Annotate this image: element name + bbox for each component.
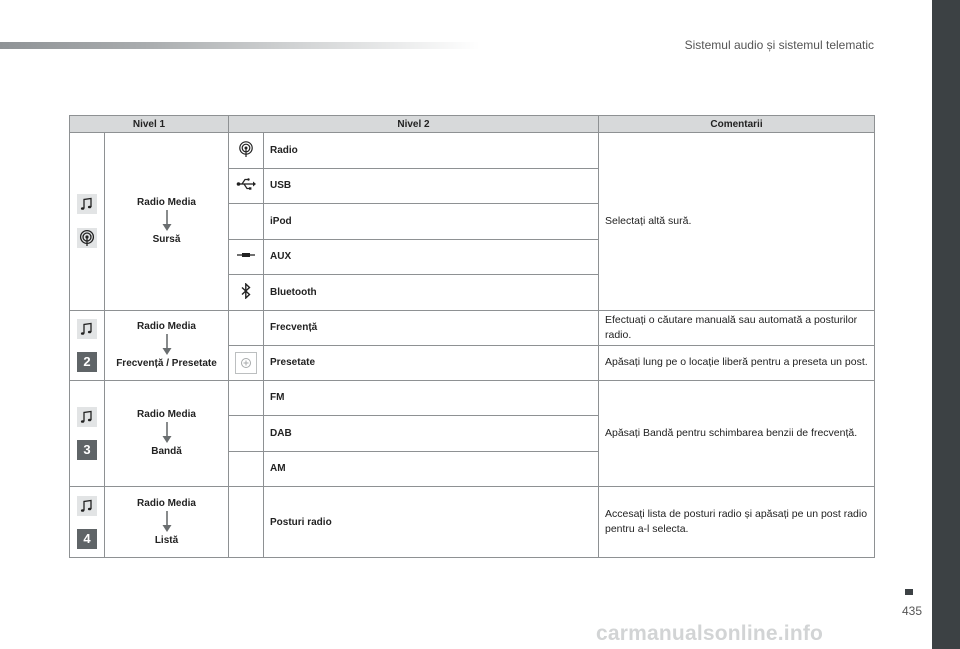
bluetooth-icon	[241, 283, 251, 299]
radio-signal-icon	[77, 228, 97, 248]
step-badge: 2	[77, 352, 97, 372]
group-icons-list	[70, 487, 105, 558]
music-note-icon	[77, 319, 97, 339]
level1-list	[105, 487, 229, 558]
group-icons-band	[70, 380, 105, 487]
page-corner-mark	[905, 589, 913, 595]
page-number: 435	[902, 604, 923, 618]
step-badge: 4	[77, 529, 97, 549]
table-row	[70, 133, 875, 169]
level1-subtitle: Bandă	[151, 446, 182, 458]
level2-item: Posturi radio	[264, 487, 599, 558]
col-header-level1: Nivel 1	[70, 116, 229, 133]
level2-item: DAB	[264, 416, 599, 452]
usb-icon-cell	[229, 168, 264, 204]
aux-jack-icon	[236, 250, 256, 260]
level1-title: Radio Media	[137, 498, 196, 509]
group-icons-source	[70, 133, 105, 311]
aux-icon-cell	[229, 239, 264, 275]
music-note-icon	[77, 407, 97, 427]
col-header-comments: Comentarii	[599, 116, 875, 133]
level2-item: AM	[264, 451, 599, 487]
comment-cell: Selectați altă sură.	[599, 133, 875, 311]
preset-icon-cell	[229, 345, 264, 380]
level2-item: Presetate	[264, 345, 599, 380]
level1-title: Radio Media	[137, 321, 196, 332]
level2-item: iPod	[264, 204, 599, 240]
step-badge: 3	[77, 440, 97, 460]
dab-icon-cell	[229, 416, 264, 452]
bluetooth-icon-cell	[229, 275, 264, 311]
watermark: carmanualsonline.info	[596, 622, 824, 645]
page-header-title: Sistemul audio și sistemul telematic	[684, 38, 874, 52]
level1-subtitle: Sursă	[152, 234, 181, 246]
down-arrow-icon	[162, 511, 172, 533]
group-icons-frequency	[70, 310, 105, 380]
down-arrow-icon	[162, 422, 172, 444]
level2-item: Radio	[264, 133, 599, 169]
table-header-row	[70, 116, 875, 133]
table-row	[70, 487, 875, 558]
music-note-icon	[77, 194, 97, 214]
header-gradient-bar	[0, 42, 480, 49]
menu-table	[69, 115, 875, 558]
music-note-icon	[77, 496, 97, 516]
level1-title: Radio Media	[137, 197, 196, 209]
comment-cell: Apăsați Bandă pentru schimbarea benzii de frecvență.	[599, 380, 875, 487]
down-arrow-icon	[162, 334, 172, 356]
level1-source	[105, 133, 229, 311]
table-row	[70, 380, 875, 416]
down-arrow-icon	[162, 210, 172, 232]
level2-item: AUX	[264, 239, 599, 275]
level1-frequency	[105, 310, 229, 380]
side-strip	[932, 0, 960, 649]
comment-cell: Accesați lista de posturi radio și apăsați pe un post radio pentru a-l selecta.	[599, 487, 875, 558]
list-icon-cell	[229, 487, 264, 558]
table-row	[70, 310, 875, 345]
level1-subtitle: Frecvență / Presetate	[116, 358, 217, 369]
ipod-icon-cell	[229, 204, 264, 240]
level1-band	[105, 380, 229, 487]
am-icon-cell	[229, 451, 264, 487]
comment-cell: Efectuați o căutare manuală sau automată a posturilor radio.	[599, 310, 875, 345]
level1-subtitle: Listă	[154, 535, 179, 546]
level2-item: FM	[264, 380, 599, 416]
level2-item: Bluetooth	[264, 275, 599, 311]
level2-item: Frecvență	[264, 310, 599, 345]
radio-signal-icon	[238, 140, 254, 158]
frequency-icon-cell	[229, 310, 264, 345]
preset-add-icon	[235, 352, 257, 374]
fm-icon-cell	[229, 380, 264, 416]
col-header-level2: Nivel 2	[229, 116, 599, 133]
level1-title: Radio Media	[137, 409, 196, 421]
level2-item: USB	[264, 168, 599, 204]
comment-cell: Apăsați lung pe o locație liberă pentru a preseta un post.	[599, 345, 875, 380]
usb-icon	[236, 177, 256, 191]
radio-icon-cell	[229, 133, 264, 169]
